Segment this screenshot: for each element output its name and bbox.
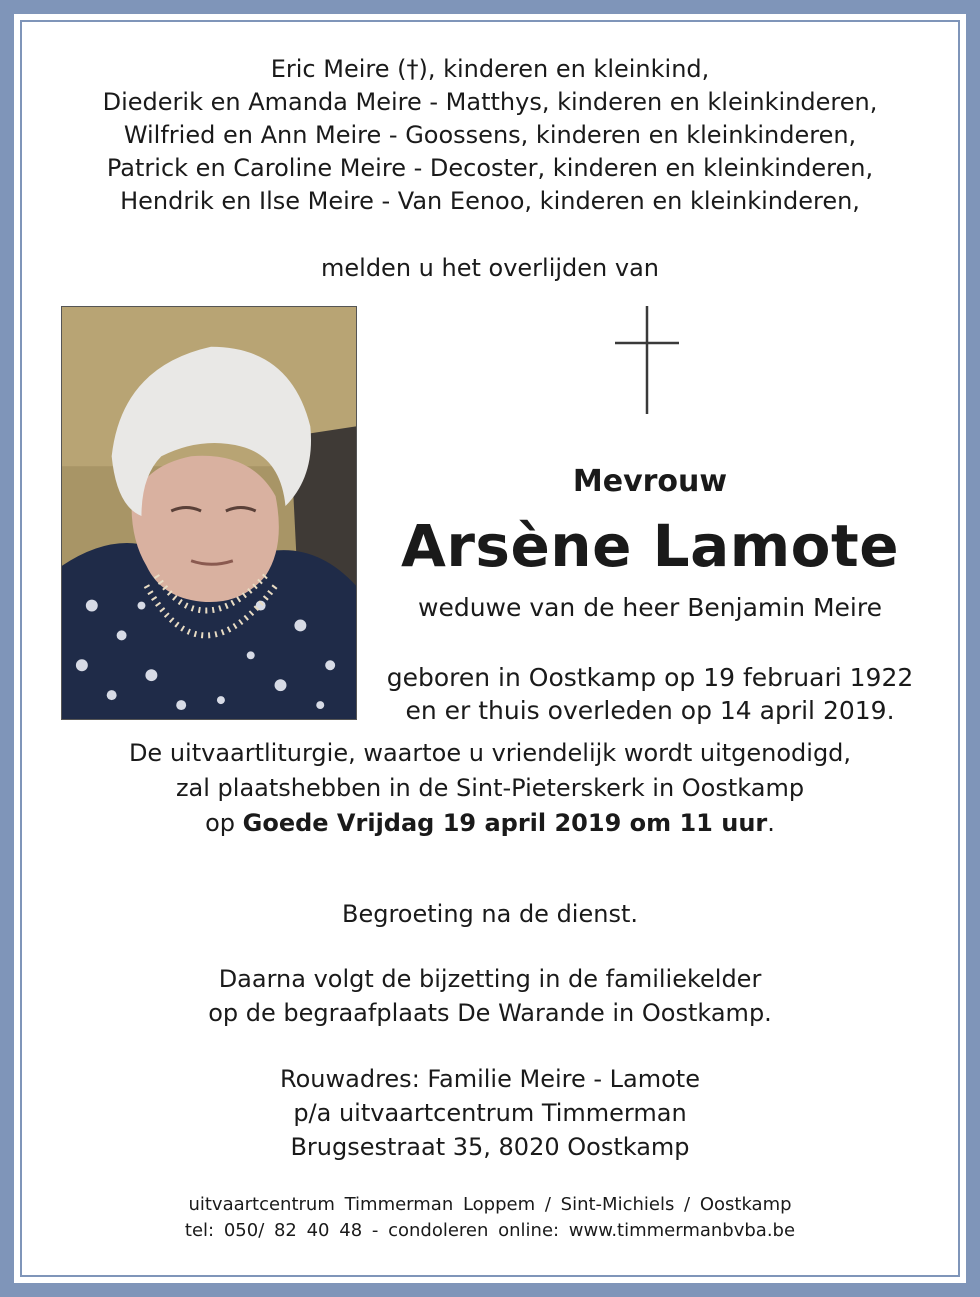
service-info [0, 736, 980, 841]
announcer-line: Hendrik en Ilse Meire - Van Eenoo, kinderen en kleinkinderen, [120, 187, 860, 215]
service-suffix: . [767, 809, 775, 837]
death-line: en er thuis overleden op 14 april 2019. [405, 696, 895, 725]
announcer-line: Eric Meire (†), kinderen en kleinkind, [270, 55, 710, 83]
announcer-line: Patrick en Caroline Meire - Decoster, kinderen en kleinkinderen, [106, 154, 874, 182]
footer-line: uitvaartcentrum Timmerman Loppem / Sint-Michiels / Oostkamp [188, 1194, 792, 1215]
cross-icon [612, 306, 682, 416]
service-line: De uitvaartliturgie, waartoe u vriendelijk wordt uitgenodigd, [128, 739, 852, 767]
mourning-address [0, 1062, 980, 1164]
spouse-line: weduwe van de heer Benjamin Meire [418, 593, 882, 622]
deceased-name: Arsène Lamote [400, 512, 900, 580]
salutation: Mevrouw [572, 464, 728, 499]
service-date: Goede Vrijdag 19 april 2019 om 11 uur [242, 809, 768, 837]
announcers-list [0, 53, 980, 218]
burial-line: Daarna volgt de bijzetting in de familiekelder [218, 965, 762, 993]
announcer-line: Diederik en Amanda Meire - Matthys, kinderen en kleinkinderen, [102, 88, 878, 116]
deceased-portrait [61, 306, 357, 720]
service-date-line [0, 806, 980, 841]
burial-info [0, 962, 980, 1030]
greeting-text: Begroeting na de dienst. [341, 900, 638, 928]
life-dates [360, 661, 940, 727]
funeral-home-footer [0, 1192, 980, 1244]
service-line: zal plaatshebben in de Sint-Pieterskerk in Oostkamp [175, 774, 805, 802]
intro-text: melden u het overlijden van [321, 254, 659, 282]
footer-contact-line: tel: 050/ 82 40 48 - condoleren online: www.timmermanbvba.be [184, 1220, 796, 1241]
address-line: Brugsestraat 35, 8020 Oostkamp [290, 1133, 690, 1161]
announcer-line: Wilfried en Ann Meire - Goossens, kinderen en kleinkinderen, [123, 121, 857, 149]
burial-line: op de begraafplaats De Warande in Oostkamp. [208, 999, 772, 1027]
birth-line: geboren in Oostkamp op 19 februari 1922 [386, 663, 914, 692]
address-line: Rouwadres: Familie Meire - Lamote [280, 1065, 700, 1093]
address-line: p/a uitvaartcentrum Timmerman [293, 1099, 687, 1127]
service-prefix: op [205, 809, 243, 837]
